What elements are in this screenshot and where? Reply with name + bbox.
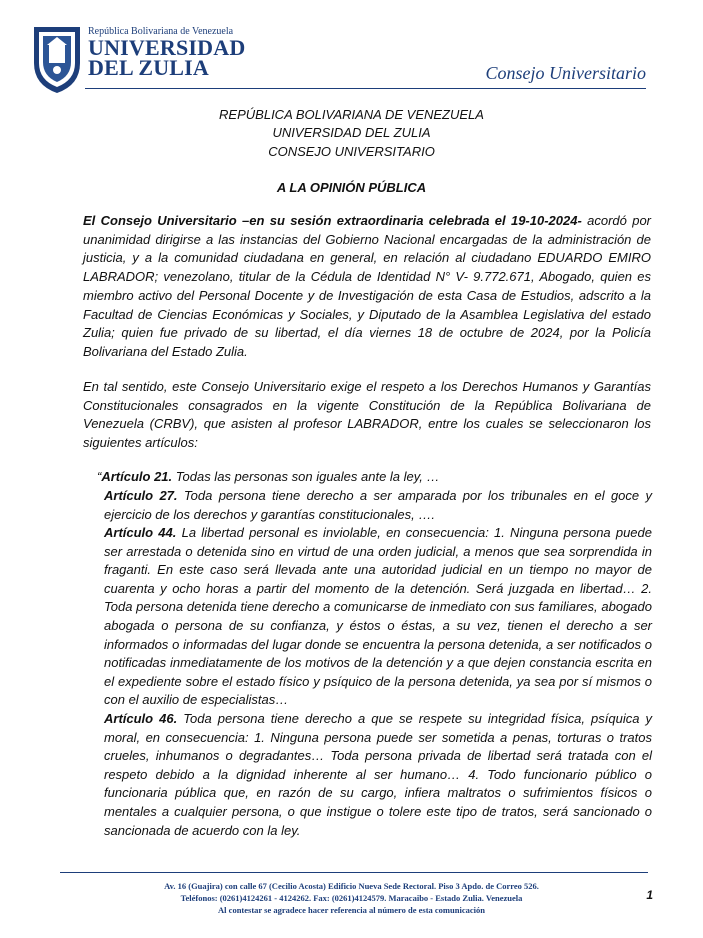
article-quote-mark: “: [97, 469, 102, 484]
paragraph-session-text: acordó por unanimidad dirigirse a las instancias del Gobierno Nacional encargadas de la administración de justicia, y a la comunidad ciudadana en general, en relación al ciudadano EDUARDO EMIRO LABRADOR; venezolano, titular de la Cédula de Identidad N° V- 9.772.671, Abogado, quien es miembro activo del Personal Docente y de Investigación de esta Casa de Estudios, adscrito a la Facultad de Ciencias Económicas y Sociales, y Diputado de la Asamblea Legislativa del estado Zulia; quien fue privado de su libertad, el día viernes 18 de octubre de 2024, por la Policía Bolivariana del Estado Zulia.: [83, 213, 652, 359]
footer-phones: Teléfonos: (0261)4124261 - 4124262. Fax: (0261)4124579. Maracaibo - Estado Zulia. Venezuela: [180, 893, 523, 903]
footer-divider: [60, 872, 648, 873]
university-seal-logo: [30, 23, 84, 95]
article-label: Artículo 27.: [104, 488, 178, 503]
paragraph-session-bold: El Consejo Universitario –en su sesión extraordinaria celebrada el 19-10-2024-: [83, 213, 582, 228]
page-number: 1: [646, 888, 653, 902]
article-46: [104, 710, 652, 840]
article-21: [97, 468, 652, 487]
footer-note: Al contestar se agradece hacer referencia al número de esta comunicación: [218, 905, 485, 915]
document-title: A LA OPINIÓN PÚBLICA: [276, 180, 427, 195]
article-27: [104, 487, 652, 524]
article-text: Toda persona tiene derecho a que se respete su integridad física, psíquica y moral, en consecuencia: 1. Ninguna persona puede ser sometida a penas, torturas o tratos crueles, inhumanos o degradantes… Toda persona privada de libertad será tratada con el respeto debido a la dignidad inherente al ser humano… 4. Todo funcionario público o funcionaria pública que, en razón de su cargo, infiera maltratos o sufrimientos físicos o mentales a cualquier persona, o que instigue o tolere este tipo de tratos, será sancionado o sancionada de acuerdo con la ley.: [104, 711, 652, 838]
letterhead-university-line2: DEL ZULIA: [88, 55, 210, 80]
article-text: Todas las personas son iguales ante la ley, …: [172, 469, 440, 484]
article-text: Toda persona tiene derecho a ser amparada por los tribunales en el goce y ejercicio de los derechos y garantías constitucionales, ….: [104, 488, 652, 522]
footer-address: Av. 16 (Guajira) con calle 67 (Cecilio Acosta) Edificio Nueva Sede Rectoral. Piso 3 Apdo. de Correo 526.: [164, 881, 539, 891]
university-wordmark: [88, 26, 245, 78]
header-line3: CONSEJO UNIVERSITARIO: [268, 144, 435, 159]
header-divider: [85, 88, 646, 89]
article-label: Artículo 21.: [101, 469, 173, 484]
article-label: Artículo 44.: [104, 525, 177, 540]
header-line1: REPÚBLICA BOLIVARIANA DE VENEZUELA: [219, 107, 484, 122]
letterhead-republic: República Bolivariana de Venezuela: [88, 26, 234, 37]
paragraph-demand: En tal sentido, este Consejo Universitario exige el respeto a los Derechos Humanos y Garantías Constitucionales consagrados en la vigente Constitución de la República Bolivariana de Venezuela (CRBV), que asisten al profesor LABRADOR, entre los cuales se seleccionaron los siguientes artículos:: [83, 379, 651, 451]
letterhead-university-line1: UNIVERSIDAD: [88, 35, 246, 60]
paragraph-session: [83, 212, 651, 362]
letterhead-council: Consejo Universitario: [485, 63, 646, 83]
article-text: La libertad personal es inviolable, en consecuencia: 1. Ninguna persona puede ser arrestada o detenida sino en virtud de una orden judicial, a menos que sea sorprendida in fraganti. En este caso será llevada ante una autoridad judicial en un tiempo no mayor de cuarenta y ocho horas a partir del momento de la detención. Será juzgada en libertad… 2. Toda persona detenida tiene derecho a comunicarse de inmediato con sus familiares, abogado abogada o persona de su confianza, y éstos o éstas, a su vez, tienen el derecho a ser informados o informadas del lugar donde se encuentra la persona detenida, a ser notificados o notificadas inmediatamente de los motivos de la detención y a que dejen constancia escrita en el expediente sobre el estado físico y psíquico de la persona detenida, ya sea por sí mismos o con el auxilio de especialistas…: [104, 525, 652, 708]
article-44: [104, 524, 652, 710]
header-line2: UNIVERSIDAD DEL ZULIA: [272, 125, 431, 140]
article-label: Artículo 46.: [104, 711, 178, 726]
